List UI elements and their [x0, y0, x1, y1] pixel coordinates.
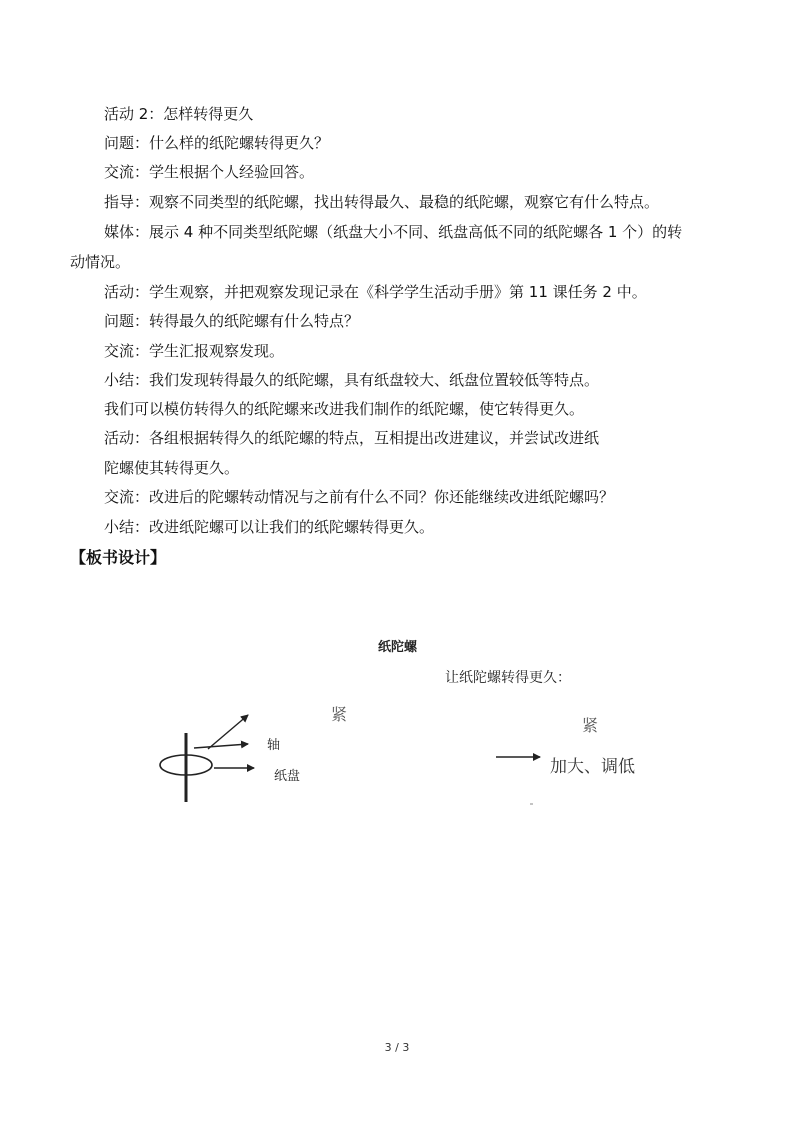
- text-line-activity-improve: 活动：各组根据转得久的纸陀螺的特点，互相提出改进建议，并尝试改进纸: [104, 429, 600, 447]
- text-line-activity-observe: 活动：学生观察，并把观察发现记录在《科学学生活动手册》第 11 课任务 2 中。: [104, 283, 647, 301]
- page-number: 3 / 3: [384, 1041, 410, 1054]
- board-label-disc: 纸盘: [274, 769, 301, 784]
- text-line-question-1: 问题：什么样的纸陀螺转得更久？: [104, 134, 330, 152]
- board-design-diagram: [150, 625, 650, 815]
- text-line-imitate: 我们可以模仿转得久的纸陀螺来改进我们制作的纸陀螺，使它转得更久。: [104, 400, 585, 418]
- board-word-tight-right: 紧: [582, 716, 599, 735]
- text-line-exchange-1: 交流：学生根据个人经验回答。: [104, 163, 315, 181]
- board-word-tight-left: 紧: [331, 705, 348, 724]
- text-line-media-cont: 动情况。: [70, 253, 131, 271]
- text-line-activity-2: 活动 2：怎样转得更久: [104, 105, 254, 123]
- board-title: 纸陀螺: [378, 640, 418, 655]
- board-result-text: 加大、调低: [550, 757, 635, 777]
- text-line-summary-1: 小结：我们发现转得最久的纸陀螺，具有纸盘较大、纸盘位置较低等特点。: [104, 371, 600, 389]
- text-line-exchange-3: 交流：改进后的陀螺转动情况与之前有什么不同？你还能继续改进纸陀螺吗？: [104, 488, 615, 506]
- text-line-guidance: 指导：观察不同类型的纸陀螺，找出转得最久、最稳的纸陀螺，观察它有什么特点。: [104, 193, 660, 211]
- text-line-summary-2: 小结：改进纸陀螺可以让我们的纸陀螺转得更久。: [104, 518, 435, 536]
- board-subtitle: 让纸陀螺转得更久：: [445, 670, 571, 686]
- text-line-activity-improve-cont: 陀螺使其转得更久。: [104, 459, 240, 477]
- axis-pointer-arrow: [194, 744, 248, 748]
- board-label-axis: 轴: [267, 738, 281, 753]
- text-line-media: 媒体：展示 4 种不同类型纸陀螺（纸盘大小不同、纸盘高低不同的纸陀螺各 1 个）的转: [104, 223, 683, 241]
- text-line-exchange-2: 交流：学生汇报观察发现。: [104, 342, 285, 360]
- section-heading-board-design: 【板书设计】: [70, 548, 167, 567]
- text-line-question-2: 问题：转得最久的纸陀螺有什么特点？: [104, 312, 360, 330]
